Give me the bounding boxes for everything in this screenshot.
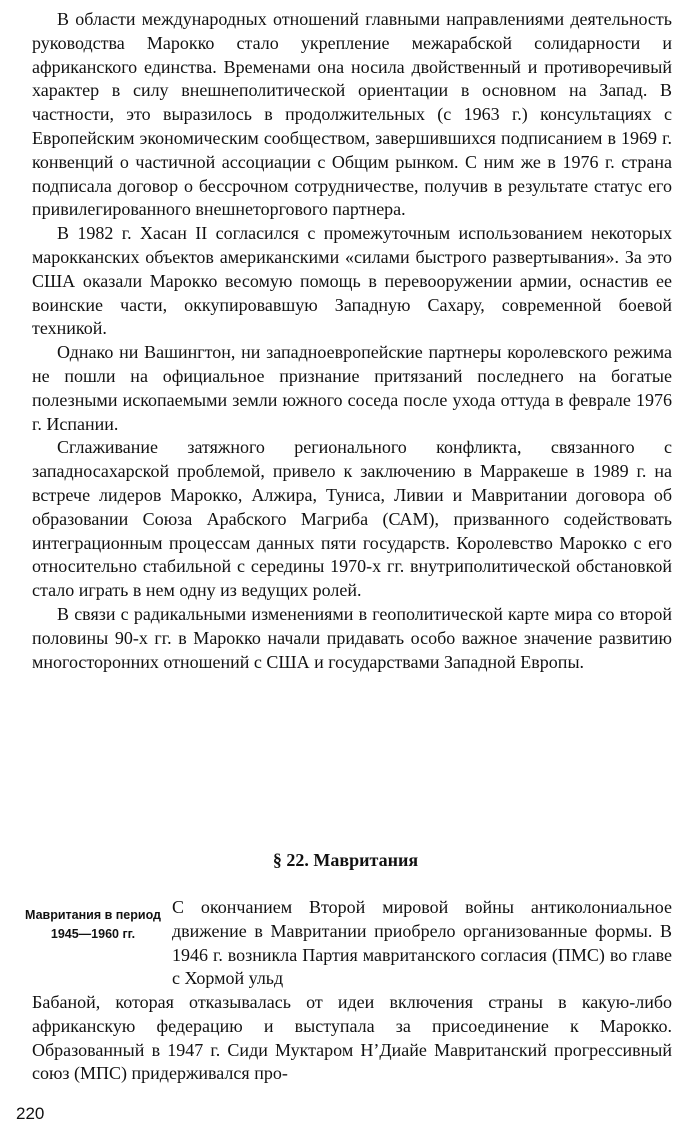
paragraph: В области международных отношений главными направлениями деятельность руководства Марокко стало укрепление межарабской солидарности и африканского единства. Временами она носила двойственный и противоречивый характер в силу внешнеполитической ориентации в основном на Запад. В частности, это выразилось в продолжительных (с 1963 г.) консультациях с Европейским экономическим сообществом, завершившихся подписанием в 1969 г. конвенций о частичной ассоциации с Общим рынком. С ним же в 1976 г. страна подписала договор о бессрочном сотрудничестве, получив в результате статус его привилегированного внешнеторгового партнера. xyxy=(32,9,672,220)
paragraph: С окончанием Второй мировой войны антиколониальное движение в Мавритании приобрело организованные формы. В 1946 г. возникла Партия мавританского согласия (ПМС) во главе с Хормой ульд xyxy=(172,897,672,989)
paragraph: В 1982 г. Хасан II согласился с промежуточным использованием некоторых марокканских объектов американскими «силами быстрого развертывания». За это США оказали Марокко весомую помощь в перевооружении армии, оснастив ее воинские части, оккупировавшую Западную Сахару, современной боевой техникой. xyxy=(32,223,672,339)
section-continuation xyxy=(32,991,672,1086)
page-number: 220 xyxy=(16,1104,45,1123)
paragraph: Однако ни Вашингтон, ни западноевропейские партнеры королевского режима не пошли на официальное признание притязаний последнего на богатые полезными ископаемыми земли южного соседа после ухода оттуда в феврале 1976 г. Испании. xyxy=(32,342,672,434)
body-text xyxy=(32,8,672,674)
paragraph: Бабаной, которая отказывалась от идеи включения страны в какую-либо африканскую федерацию и выступала за присоединение к Марокко. Образованный в 1947 г. Сиди Муктаром Н’Диайе Мавританский прогрессивный союз (МПС) придерживался про- xyxy=(32,992,672,1084)
paragraph: В связи с радикальными изменениями в геополитической карте мира со второй половины 90-х гг. в Марокко начали придавать особо важное значение развитию многосторонних отношений с США и государствами Западной Европы. xyxy=(32,603,672,672)
paragraph: Сглаживание затяжного регионального конфликта, связанного с западносахарской проблемой, привело к заключению в Марракеше в 1989 г. на встрече лидеров Марокко, Алжира, Туниса, Ливии и Мавритании договора об образовании Союза Арабского Магриба (САМ), призванного содействовать интеграционным процессам данных пяти государств. Королевство Марокко с его относительно стабильной с середины 1970-х гг. внутриполитической обстановкой стало играть в нем одну из ведущих ролей. xyxy=(32,437,672,601)
section-heading: § 22. Мавритания xyxy=(272,850,419,870)
section-intro xyxy=(172,896,672,991)
margin-note: Мавритания в период 1945—1960 гг. xyxy=(25,908,161,941)
